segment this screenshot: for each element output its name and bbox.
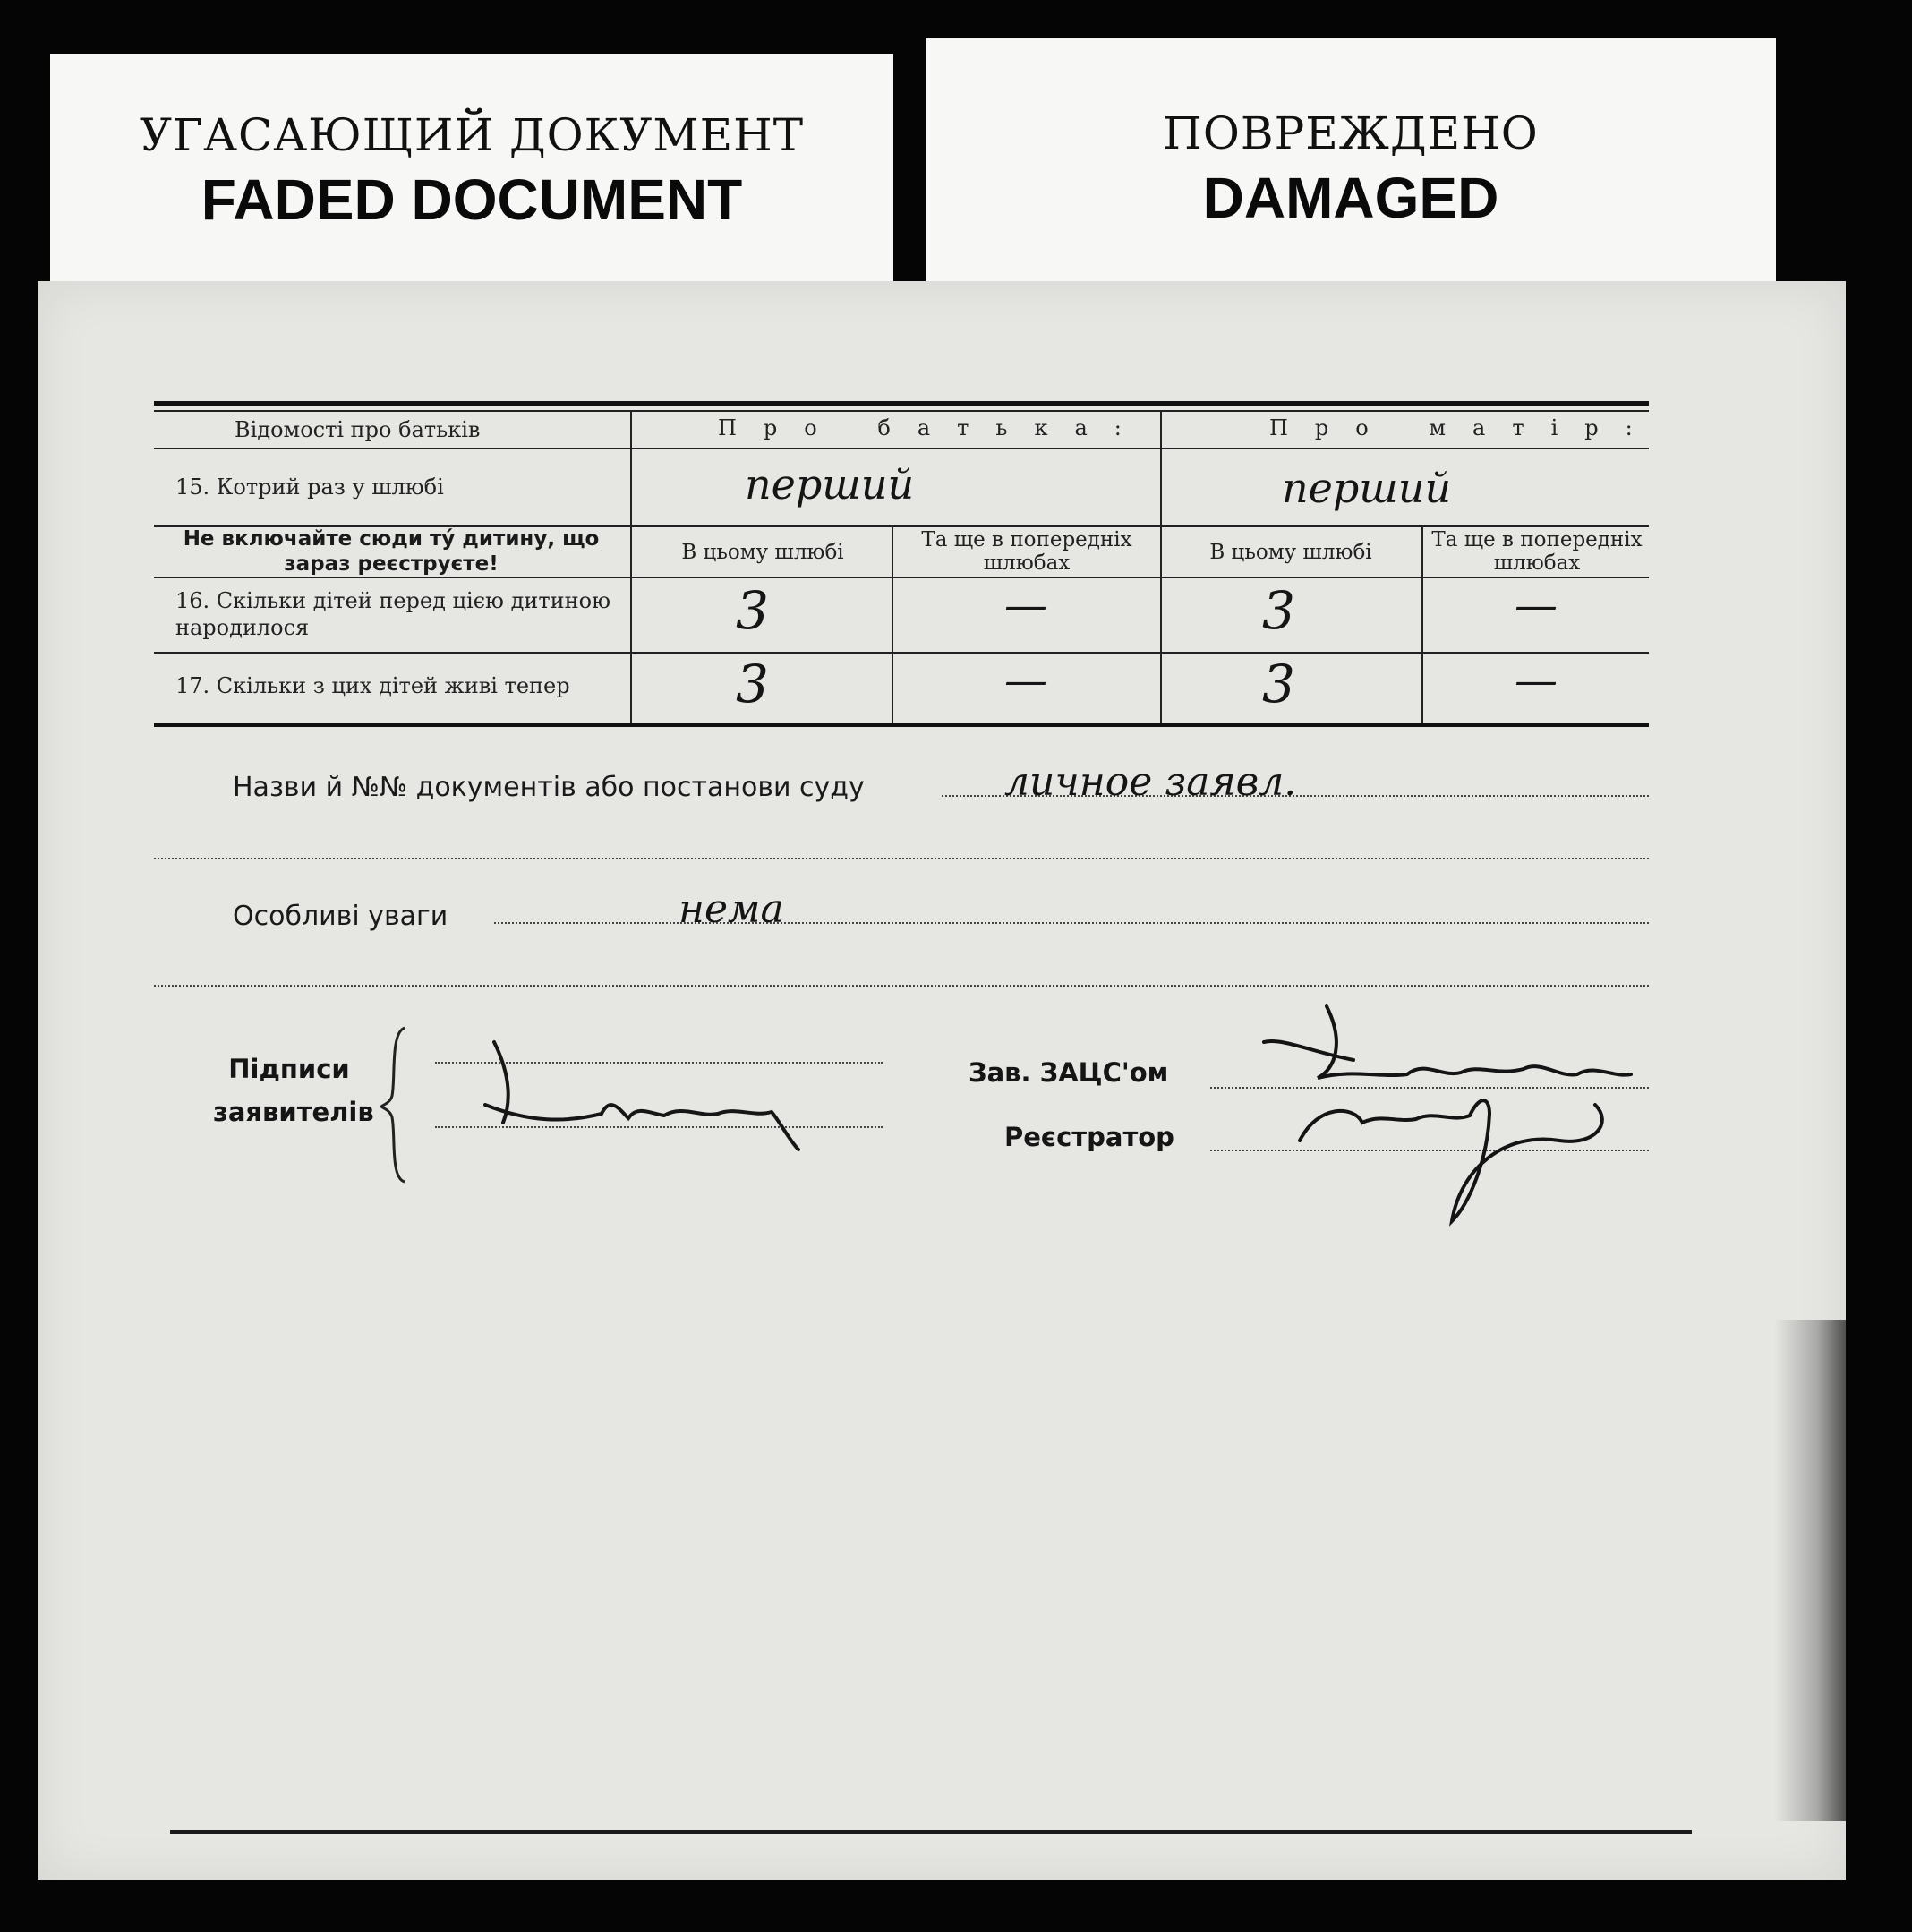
remarks-dotted-line (494, 922, 1649, 924)
faded-label-en: FADED DOCUMENT (201, 167, 743, 232)
documents-label: Назви й №№ документів або постанови суду (233, 772, 865, 803)
documents-value: личное заявл. (1004, 759, 1297, 805)
faded-label-ru: УГАСАЮЩИЙ ДОКУМЕНТ (139, 109, 805, 161)
row17-mother-this: 3 (1262, 654, 1295, 714)
row15-label: 15. Котрий раз у шлюбі (175, 474, 444, 500)
table-row-divider (154, 448, 1649, 449)
head-zags-label: Зав. ЗАЦС'ом (969, 1057, 1169, 1088)
damaged-edge (1774, 1320, 1846, 1821)
damaged-label-ru: ПОВРЕЖДЕНО (1163, 107, 1539, 159)
col-header-info: Відомості про батьків (235, 417, 481, 442)
row16-father-this: 3 (736, 580, 769, 641)
bottom-rule (170, 1830, 1692, 1834)
table-row-divider (154, 577, 1649, 578)
subheader-father-prev: Та ще в попередніх шлюбах (921, 528, 1132, 575)
applicants-signature-label: Підписи заявителів (213, 1054, 374, 1127)
faded-document-label (50, 54, 893, 292)
damaged-label-en: DAMAGED (1202, 166, 1499, 230)
registrar-label: Реєстратор (1004, 1122, 1174, 1152)
remarks-label: Особливі уваги (233, 901, 448, 932)
col-header-mother: Про матір: (1269, 415, 1660, 440)
table-top-rule-thin (154, 410, 1649, 412)
official-signatures-image (1255, 988, 1649, 1257)
row16-mother-this: 3 (1262, 580, 1295, 641)
table-top-rule (154, 401, 1649, 406)
exclusion-note: Не включайте сюди ту́ дитину, що зараз реєструєте! (183, 527, 600, 576)
row17-mother-prev: — (1515, 655, 1558, 705)
applicant-signature-image (458, 1024, 834, 1158)
damaged-document-label (926, 38, 1776, 294)
table-col-divider (1421, 526, 1423, 723)
row16-father-prev: — (1004, 580, 1047, 630)
applicants-brace (378, 1024, 414, 1185)
remarks-dotted-line-2 (154, 985, 1649, 987)
table-col-divider (892, 526, 893, 723)
col-header-father: Про батька: (718, 415, 1148, 440)
row16-label: 16. Скільки дітей перед цією дитиною народилося (175, 588, 610, 640)
table-row-divider (154, 652, 1649, 654)
row15-father-value: перший (745, 460, 915, 509)
table-col-divider (1160, 410, 1162, 723)
subheader-mother-prev: Та ще в попередніх шлюбах (1431, 528, 1643, 575)
subheader-mother-this: В цьому шлюбі (1209, 541, 1372, 564)
table-col-divider (630, 410, 632, 723)
row15-mother-value: перший (1282, 464, 1452, 512)
row16-mother-prev: — (1515, 580, 1558, 630)
row17-father-this: 3 (736, 654, 769, 714)
row17-father-prev: — (1004, 655, 1047, 705)
table-bottom-rule (154, 723, 1649, 727)
document-sheet (38, 281, 1846, 1880)
remarks-value: нема (679, 886, 784, 932)
documents-dotted-line-2 (154, 858, 1649, 859)
row17-label: 17. Скільки з цих дітей живі тепер (175, 673, 570, 698)
subheader-father-this: В цьому шлюбі (681, 541, 844, 564)
parents-table (154, 401, 1660, 729)
